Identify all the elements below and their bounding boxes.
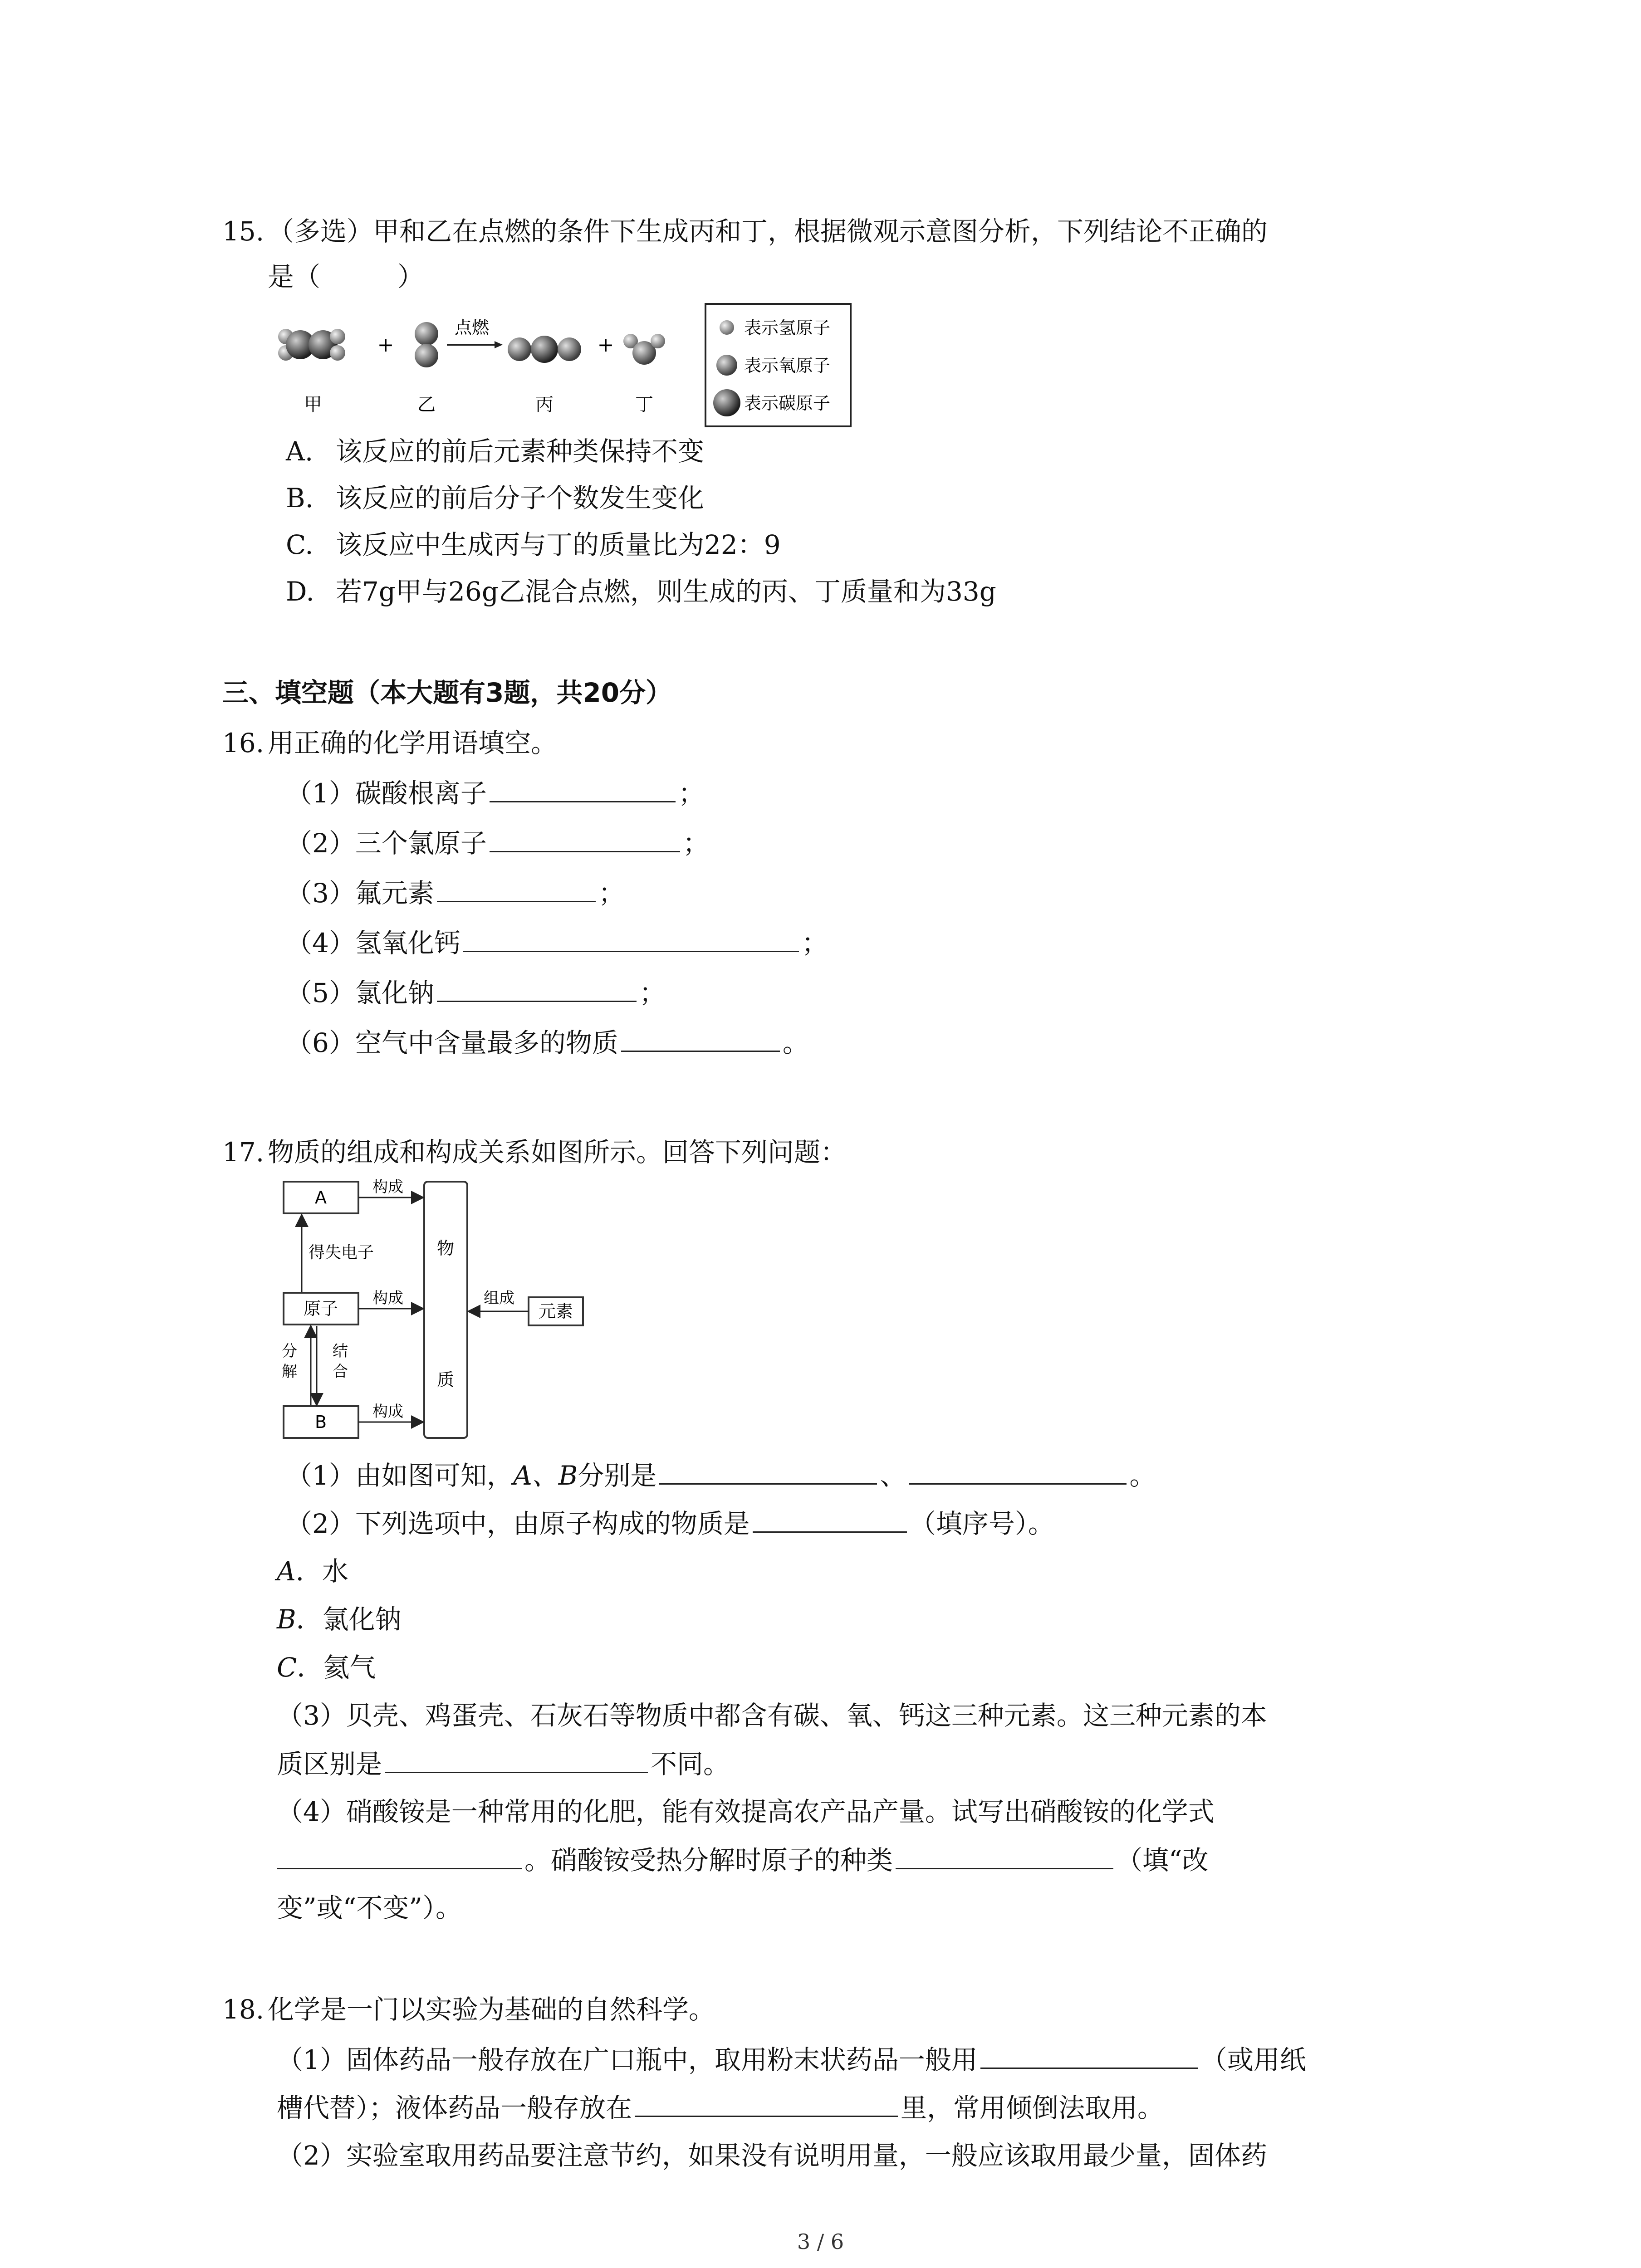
q15-reaction-diagram [272, 299, 862, 435]
answer-blank[interactable] [659, 1457, 877, 1485]
label-ding: 丁 [635, 394, 653, 415]
q17-part1 [286, 1457, 1156, 1494]
q15-option-c [286, 527, 781, 563]
answer-blank[interactable] [437, 875, 596, 902]
q15-stem-text: （多选）甲和乙在点燃的条件下生成丙和丁，根据微观示意图分析，下列结论不正确的 [268, 216, 1268, 247]
q15-option-c-letter: C. [286, 529, 314, 560]
q16-item-5-end: ； [639, 978, 666, 1008]
zu-cheng-label: 组成 [484, 1289, 514, 1307]
q16-item-3-label: （3）氟元素 [286, 878, 434, 909]
q17-stem [222, 1134, 847, 1170]
label-bing: 丙 [535, 394, 554, 415]
arrow-head [495, 341, 503, 348]
q16-stem-text: 用正确的化学用语填空。 [268, 728, 558, 758]
answer-blank[interactable] [490, 825, 680, 852]
q16-item-1 [286, 775, 705, 811]
q15-option-d [286, 573, 996, 610]
q17-part1-sep: 、 [880, 1460, 906, 1491]
q18-part1-line2-a: 槽代替）；液体药品一般存放在 [277, 2092, 632, 2123]
q17-part2-end: （填序号）。 [909, 1508, 1054, 1539]
q17-part4-line2-mid: 。硝酸铵受热分解时原子的种类 [524, 1845, 893, 1876]
box-substance-top: 物 [436, 1238, 455, 1258]
q17-option-c-text: ．氦气 [297, 1652, 376, 1683]
q16-number: 16. [222, 728, 265, 758]
q18-stem-text: 化学是一门以实验为基础的自然科学。 [268, 1994, 715, 2025]
answer-blank[interactable] [753, 1505, 907, 1533]
gou-cheng-label-3: 构成 [372, 1403, 403, 1421]
q17-option-b-text: ．氯化钠 [296, 1604, 402, 1635]
q17-stem-text: 物质的组成和构成关系如图所示。回答下列问题： [268, 1137, 847, 1168]
legend-hydrogen-atom [720, 320, 734, 335]
q17-part4-line2 [277, 1842, 1209, 1878]
q16-item-5-label: （5）氯化钠 [286, 978, 434, 1008]
q17-part3-line2-end: 不同。 [651, 1749, 730, 1779]
box-a-label: A [315, 1188, 327, 1207]
answer-blank[interactable] [490, 775, 676, 802]
q16-item-3 [286, 875, 625, 911]
q16-item-4-end: ； [801, 928, 828, 958]
legend-carbon-label: 表示碳原子 [744, 393, 831, 413]
q17-part4-line1: （4）硝酸铵是一种常用的化肥，能有效提高农产品产量。试写出硝酸铵的化学式 [277, 1796, 1215, 1827]
legend-hydrogen-label: 表示氢原子 [744, 318, 831, 338]
q17-option-a-letter: A [277, 1556, 296, 1587]
legend-oxygen-atom [716, 355, 737, 376]
label-yi: 乙 [417, 394, 436, 415]
q15-stem-open: 是（ [268, 261, 321, 292]
q15-stem-line2 [268, 259, 424, 295]
q16-item-3-end: ； [598, 878, 625, 909]
jie-label: 解 [282, 1363, 297, 1381]
molecule-jia [278, 329, 345, 361]
q15-option-a-letter: A. [286, 436, 314, 467]
q18-part1-line1-end: （或用纸 [1200, 2044, 1306, 2075]
q16-item-4-label: （4）氢氧化钙 [286, 928, 460, 958]
answer-blank[interactable] [463, 924, 799, 952]
box-element-label: 元素 [538, 1301, 573, 1321]
q15-option-b [286, 480, 704, 516]
answer-blank[interactable] [909, 1457, 1127, 1485]
box-substance-bottom: 质 [436, 1370, 455, 1390]
page-number: 3 / 6 [797, 2229, 844, 2254]
q15-stem-line1 [222, 213, 1268, 249]
fen-label: 分 [282, 1342, 297, 1360]
label-jia: 甲 [304, 394, 322, 415]
q17-part3-line2-a: 质区别是 [277, 1749, 382, 1779]
q15-option-a [286, 433, 704, 469]
gou-cheng-label-2: 构成 [372, 1289, 403, 1307]
q18-part1-line2-end: 里，常用倾倒法取用。 [901, 2092, 1164, 2123]
answer-blank[interactable] [621, 1024, 780, 1052]
gain-lose-electron-label: 得失电子 [309, 1243, 374, 1262]
q17-part2 [286, 1505, 1054, 1542]
q16-item-6-label: （6）空气中含量最多的物质 [286, 1027, 618, 1058]
answer-blank[interactable] [277, 1842, 522, 1869]
q17-part1-a: （1）由如图可知， [286, 1460, 513, 1491]
q17-option-c [277, 1649, 376, 1686]
answer-blank[interactable] [437, 974, 637, 1002]
q16-item-1-label: （1）碳酸根离子 [286, 778, 487, 809]
q16-item-4 [286, 924, 828, 961]
q16-item-2-end: ； [682, 828, 709, 859]
answer-blank[interactable] [385, 1745, 648, 1773]
q18-number: 18. [222, 1994, 265, 2025]
q17-part1-b: 分别是 [578, 1460, 657, 1491]
q17-part3-line2 [277, 1745, 730, 1782]
arrow-label: 点燃 [454, 318, 490, 337]
q17-part2-a: （2）下列选项中，由原子构成的物质是 [286, 1508, 750, 1539]
legend-oxygen-label: 表示氧原子 [744, 356, 831, 376]
answer-blank[interactable] [980, 2041, 1198, 2069]
answer-blank[interactable] [635, 2089, 898, 2117]
q15-option-d-text: 若7g甲与26g乙混合点燃，则生成的丙、丁质量和为33g [336, 576, 996, 607]
q18-part1-line2 [277, 2089, 1164, 2126]
q17-option-a [277, 1553, 348, 1589]
q16-item-6-end: 。 [782, 1027, 809, 1058]
box-atom-label: 原子 [303, 1299, 338, 1319]
q16-item-2-label: （2）三个氯原子 [286, 828, 487, 859]
q17-part1-end: 。 [1129, 1460, 1156, 1491]
q17-option-b [277, 1601, 402, 1637]
section3-title: 三、填空题（本大题有3题，共20分） [222, 677, 672, 708]
q17-composition-diagram [272, 1175, 599, 1447]
q15-number: 15. [222, 216, 265, 247]
q17-option-b-letter: B [277, 1604, 296, 1635]
legend-carbon-atom [713, 389, 740, 416]
q17-part4-line3: 变”或“不变”）。 [277, 1892, 462, 1923]
jie2-label: 结 [333, 1342, 348, 1360]
q16-item-6 [286, 1024, 809, 1061]
q15-option-c-text: 该反应中生成丙与丁的质量比为22：9 [336, 529, 781, 560]
molecule-yi [415, 322, 438, 367]
q17-option-c-letter: C [277, 1652, 297, 1683]
q15-option-b-text: 该反应的前后分子个数发生变化 [336, 483, 705, 513]
molecule-bing [508, 336, 581, 363]
q18-stem [222, 1991, 715, 2028]
q17-part1-ab: A、B [513, 1460, 578, 1491]
box-substance [424, 1182, 467, 1438]
q16-item-5 [286, 974, 666, 1011]
q17-part3-line1: （3）贝壳、鸡蛋壳、石灰石等物质中都含有碳、氧、钙这三种元素。这三种元素的本 [277, 1700, 1267, 1731]
q17-option-a-text: ．水 [295, 1556, 348, 1587]
answer-blank[interactable] [896, 1842, 1113, 1869]
q18-part1-line1-a: （1）固体药品一般存放在广口瓶中，取用粉末状药品一般用 [277, 2044, 978, 2075]
q16-item-1-end: ； [678, 778, 705, 809]
gou-cheng-label-1: 构成 [372, 1178, 403, 1196]
q15-option-b-letter: B. [286, 483, 314, 513]
q16-item-2 [286, 825, 709, 861]
q17-part4-line2-end: （填“改 [1116, 1845, 1209, 1876]
q15-option-a-text: 该反应的前后元素种类保持不变 [336, 436, 705, 467]
he-label: 合 [333, 1363, 348, 1381]
q15-option-d-letter: D. [286, 576, 314, 607]
q15-stem-close: ） [397, 261, 424, 292]
plus-1: + [377, 333, 394, 357]
q18-part2-line1: （2）实验室取用药品要注意节约，如果没有说明用量，一般应该取用最少量，固体药 [277, 2140, 1267, 2171]
box-b-label: B [314, 1412, 327, 1432]
q16-stem [222, 725, 557, 761]
q17-number: 17. [222, 1137, 265, 1168]
q18-part1-line1 [277, 2041, 1306, 2078]
molecule-ding [623, 334, 665, 365]
plus-2: + [597, 333, 614, 357]
